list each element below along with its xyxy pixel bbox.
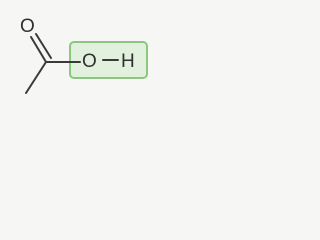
structure-diagram <box>0 0 163 104</box>
carbonyl-oxygen-label: O <box>20 16 35 37</box>
carbonyl-double-bond-line-1 <box>31 37 46 62</box>
methyl-bond <box>26 62 46 93</box>
carbonyl-double-bond-line-2 <box>36 34 51 58</box>
hydroxyl-hydrogen-label: H <box>121 51 135 72</box>
hydroxyl-oxygen-label: O <box>82 51 97 72</box>
molecule-canvas <box>0 0 163 104</box>
